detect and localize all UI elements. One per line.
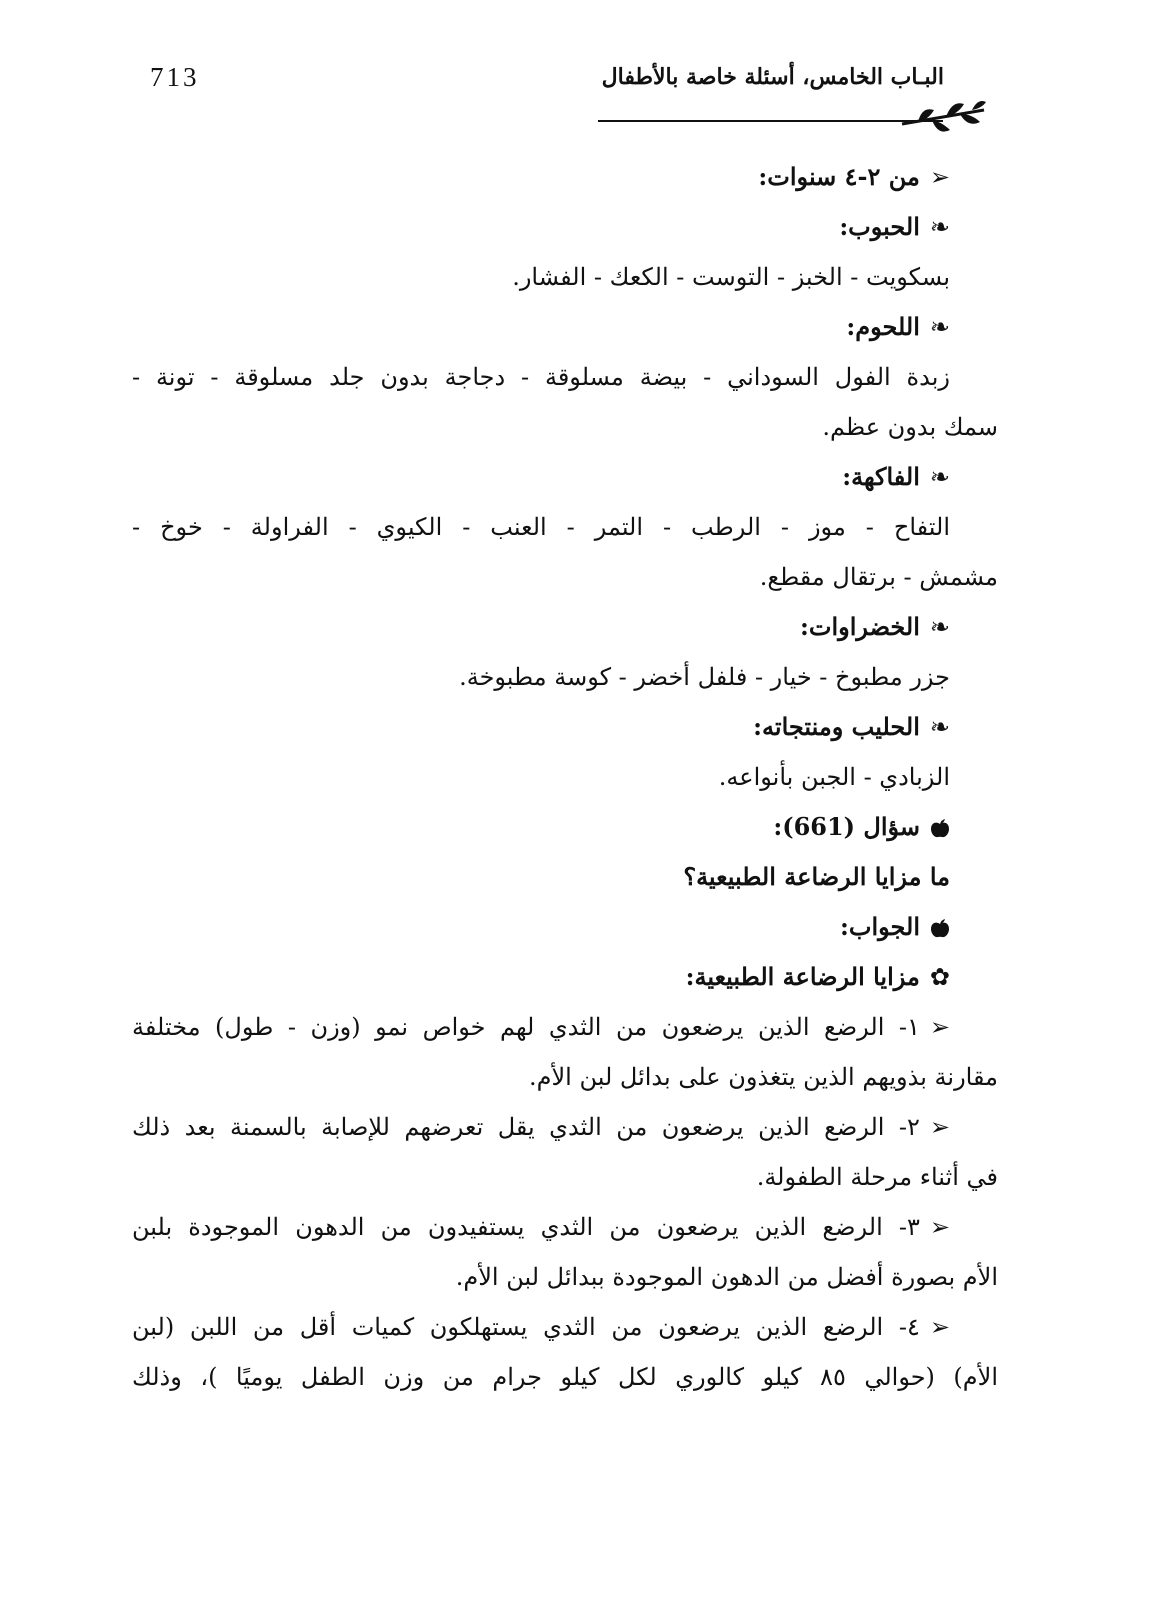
point-2-line-2: في أثناء مرحلة الطفولة. (756, 1163, 998, 1191)
point-4-line-2: الأم) (حوالي ٨٥ كيلو كالوري لكل كيلو جرام من وزن الطفل يوميًا )، وذلك (132, 1363, 998, 1391)
apple-icon (930, 918, 950, 938)
point-1-line-2: مقارنة بذويهم الذين يتغذون على بدائل لبن الأم. (528, 1063, 998, 1091)
leaf-bullet-icon: ❧ (929, 463, 950, 491)
running-header-title: البـاب الخامس، أسئلة خاصة بالأطفال (601, 64, 944, 90)
point-4-line-1: ➢٤- الرضع الذين يرضعون من الثدي يستهلكون كميات أقل من اللبن (لبن (132, 1302, 998, 1352)
vegetables-items: جزر مطبوخ - خيار - فلفل أخضر - كوسة مطبوخة. (459, 663, 950, 691)
leaf-bullet-icon: ❧ (929, 613, 950, 641)
leaf-bullet-icon: ❧ (929, 313, 950, 341)
arrow-marker-icon: ➢ (929, 163, 950, 191)
flower-bullet-icon: ✿ (929, 963, 950, 991)
arrow-marker-icon: ➢ (929, 1313, 950, 1341)
point-3-line-1: ➢٣- الرضع الذين يرضعون من الثدي يستفيدون من الدهون الموجودة بلبن (132, 1202, 998, 1252)
header-rule (598, 120, 943, 122)
point-2-line-1: ➢٢- الرضع الذين يرضعون من الثدي يقل تعرضهم للإصابة بالسمنة بعد ذلك (132, 1102, 998, 1152)
meats-heading: ❧اللحوم: (132, 302, 998, 352)
meats-line-2: سمك بدون عظم. (822, 413, 998, 441)
fruits-line-1: التفاح - موز - الرطب - التمر - العنب - الكيوي - الفراولة - خوخ - (132, 513, 950, 541)
grains-heading: ❧الحبوب: (132, 202, 998, 252)
answer-subheading: ✿مزايا الرضاعة الطبيعية: (132, 952, 998, 1002)
fruits-heading: ❧الفاكهة: (132, 452, 998, 502)
page-body (132, 152, 998, 1402)
fruits-line-2: مشمش - برتقال مقطع. (759, 563, 998, 591)
grains-items: بسكويت - الخبز - التوست - الكعك - الفشار. (512, 263, 950, 291)
apple-icon (930, 818, 950, 838)
arrow-marker-icon: ➢ (929, 1213, 950, 1241)
age-heading: ➢من ٢-٤ سنوات: (132, 152, 998, 202)
leaf-bullet-icon: ❧ (929, 213, 950, 241)
dairy-heading: ❧الحليب ومنتجاته: (132, 702, 998, 752)
point-1-line-1: ➢١- الرضع الذين يرضعون من الثدي لهم خواص نمو (وزن - طول) مختلفة (132, 1002, 998, 1052)
dairy-items: الزبادي - الجبن بأنواعه. (718, 763, 950, 791)
page-number: 713 (150, 62, 200, 92)
question-text: ما مزايا الرضاعة الطبيعية؟ (683, 862, 950, 891)
answer-label: الجواب: (132, 902, 998, 952)
question-label: سؤال (661): (132, 802, 998, 852)
point-3-line-2: الأم بصورة أفضل من الدهون الموجودة ببدائل لبن الأم. (455, 1263, 998, 1291)
leaf-bullet-icon: ❧ (929, 713, 950, 741)
arrow-marker-icon: ➢ (929, 1113, 951, 1141)
arrow-marker-icon: ➢ (929, 1013, 950, 1041)
meats-line-1: زبدة الفول السوداني - بيضة مسلوقة - دجاجة بدون جلد مسلوقة - تونة - (132, 363, 950, 391)
vegetables-heading: ❧الخضراوات: (132, 602, 998, 652)
leaf-ornament-icon (898, 96, 988, 144)
